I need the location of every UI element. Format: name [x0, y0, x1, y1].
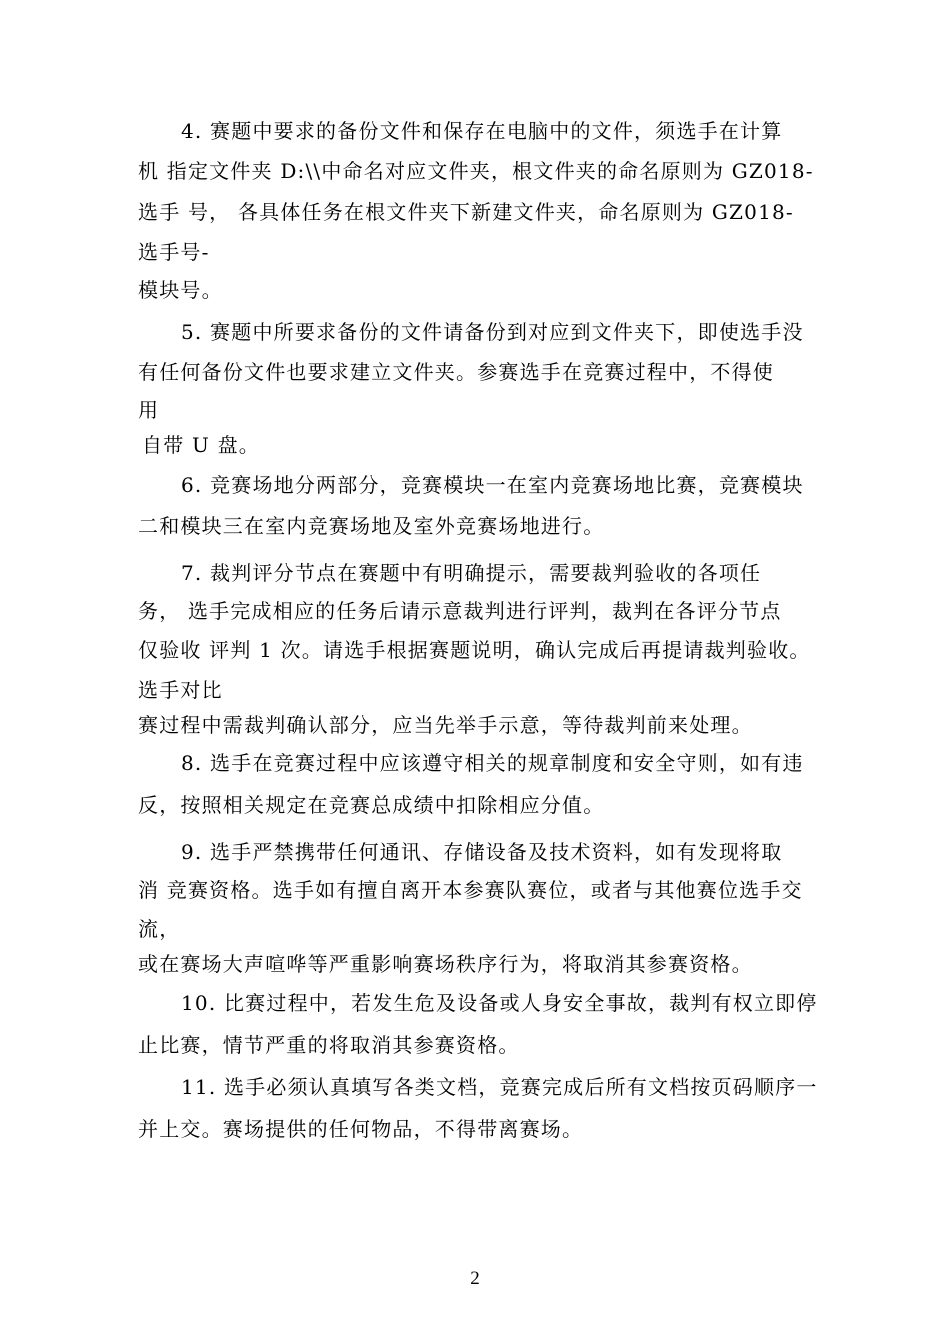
item-9-line-4: 或在赛场大声喧哗等严重影响赛场秩序行为，将取消其参赛资格。 [138, 952, 753, 976]
item-5-line-4: 自带 U 盘。 [142, 433, 260, 457]
item-4-line-3: 选手 号， 各具体任务在根文件夹下新建文件夹，命名原则为 GZ018- [138, 200, 794, 224]
item-11-line-1: 11. 选手必须认真填写各类文档，竞赛完成后所有文档按页码顺序一 [181, 1075, 818, 1099]
item-4-line-2: 机 指定文件夹 D:\\中命名对应文件夹，根文件夹的命名原则为 GZ018- [138, 159, 814, 183]
page-number: 2 [470, 1268, 480, 1289]
item-7-line-1: 7. 裁判评分节点在赛题中有明确提示，需要裁判验收的各项任 [181, 561, 762, 585]
item-4-line-4: 选手号- [138, 240, 210, 264]
item-6-line-1: 6. 竞赛场地分两部分，竞赛模块一在室内竞赛场地比赛，竞赛模块 [181, 473, 804, 497]
item-6-line-2: 二和模块三在室内竞赛场地及室外竞赛场地进行。 [138, 514, 605, 538]
item-5-line-2: 有任何备份文件也要求建立文件夹。参赛选手在竞赛过程中，不得使 [138, 360, 774, 384]
item-7-line-3: 仅验收 评判 1 次。请选手根据赛题说明，确认完成后再提请裁判验收。 [138, 638, 811, 662]
item-4-line-5: 模块号。 [138, 278, 223, 302]
item-5-line-1: 5. 赛题中所要求备份的文件请备份到对应到文件夹下，即使选手没 [181, 320, 804, 344]
item-8-line-2: 反，按照相关规定在竞赛总成绩中扣除相应分值。 [138, 793, 605, 817]
item-7-line-4: 选手对比 [138, 678, 223, 702]
item-5-line-3: 用 [138, 398, 160, 422]
item-11-line-2: 并上交。赛场提供的任何物品，不得带离赛场。 [138, 1117, 584, 1141]
item-9-line-3: 流， [138, 917, 181, 941]
item-4-line-1: 4. 赛题中要求的备份文件和保存在电脑中的文件，须选手在计算 [181, 119, 783, 143]
item-7-line-2: 务， 选手完成相应的任务后请示意裁判进行评判，裁判在各评分节点 [138, 599, 782, 623]
item-9-line-1: 9. 选手严禁携带任何通讯、存储设备及技术资料，如有发现将取 [181, 840, 783, 864]
item-9-line-2: 消 竞赛资格。选手如有擅自离开本参赛队赛位，或者与其他赛位选手交 [138, 878, 803, 902]
item-8-line-1: 8. 选手在竞赛过程中应该遵守相关的规章制度和安全守则，如有违 [181, 751, 804, 775]
item-10-line-1: 10. 比赛过程中，若发生危及设备或人身安全事故，裁判有权立即停 [181, 991, 818, 1015]
item-10-line-2: 止比赛，情节严重的将取消其参赛资格。 [138, 1033, 520, 1057]
item-7-line-5: 赛过程中需裁判确认部分，应当先举手示意，等待裁判前来处理。 [138, 713, 753, 737]
